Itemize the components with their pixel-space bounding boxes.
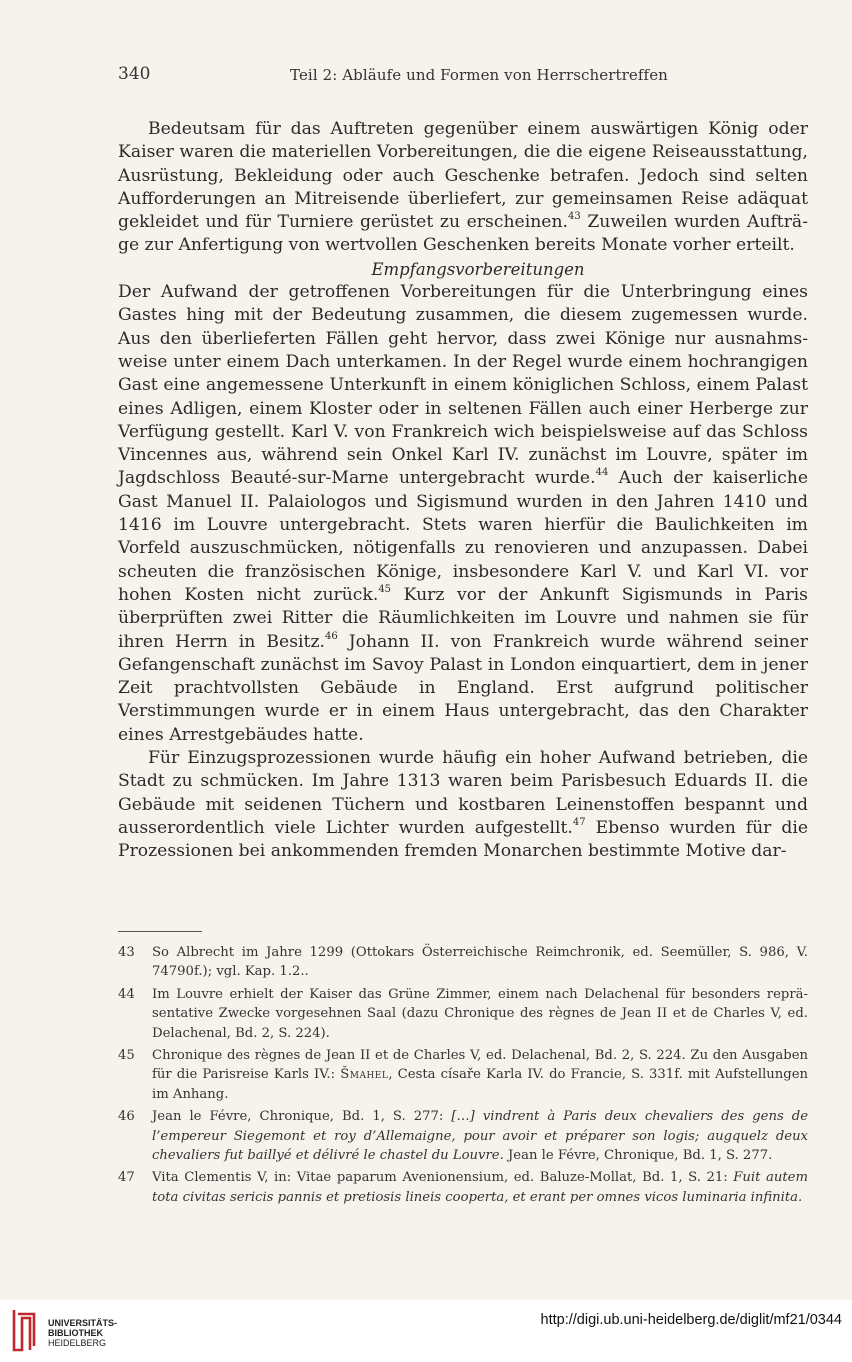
paragraph-text: Für Einzugsprozessionen wurde häufig ein hoher Aufwand betrieben, die Stadt zu schmücken. Im Jahre 1313 waren beim Parisbesuch Eduards II. die Gebäude mit seidenen Tüchern und kostbaren Leinenstoffen bespannt und ausserordentlich viele Lichter wurden aufgestellt. [118, 748, 808, 838]
paragraph-text: Johann II. von Frankreich wurde während seiner Gefangenschaft zunächst im Savoy Palast in London einquartiert, dem in jener Zeit prachtvollsten Gebäude in England. Erst aufgrund politischer Verstimmungen wurde er in einem Haus untergebracht, das den Charakter eines Arrestgebäudes hatte. [118, 631, 809, 745]
footnote-47 [118, 1168, 808, 1207]
paragraph-text: Der Aufwand der getroffenen Vorbereitungen für die Unterbringung eines Gastes hing mit der Bedeutung zusammen, die diesem zugemessen wurde. Aus den überlieferten Fällen geht hervor, dass zwei Könige nur ausnahmsweise unter einem Dach unterkamen. In der Regel wurde einem hochrangigen Gast eine angemessene Unterkunft in einem königlichen Schloss, einem Palast eines Adligen, einem Kloster oder in seltenen Fällen auch einer Herberge zur Verfügung gestellt. Karl V. von Frankreich wich beispielsweise auf das Schloss Vincennes aus, während sein Onkel Karl IV. zunächst im Louvre, später im Jagdschloss Beauté-sur-Marne untergebracht wurde. [118, 282, 808, 489]
library-logo[interactable] [8, 1306, 128, 1358]
digitization-footer [0, 1300, 852, 1362]
paragraph-text: Zuweilen wurden Aufträge zur Anfertigung von wertvollen Geschenken bereits Monate vorher erteilt. [118, 212, 808, 256]
footnote-ref-45: 45 [378, 583, 392, 595]
footnote-author: Šmahel [340, 1067, 389, 1083]
permalink-url[interactable]: http://digi.ub.uni-heidelberg.de/diglit/mf21/0344 [540, 1312, 842, 1328]
logo-line-1: UNIVERSITÄTS- [48, 1318, 118, 1328]
footnote-text: Chronique des règnes de Jean II et de Charles V, ed. Delachenal, Bd. 2, S. 224. Zu den Ausgaben für die Parisreise Karls IV.: [152, 1048, 808, 1083]
paragraph-text: Ebenso wurden für die Prozessionen bei ankommenden fremden Monarchen bestimmte Motive dar- [118, 817, 809, 862]
logo-line-3: HEIDELBERG [48, 1338, 107, 1348]
footnote-ref-44: 44 [595, 467, 609, 479]
footnote-text: Jean le Févre, Chronique, Bd. 1, S. 277: [152, 1109, 452, 1125]
paragraph-1 [118, 118, 808, 258]
paragraph-text: Kurz vor der Ankunft Sigismunds in Paris überprüften zwei Ritter die Räumlichkeiten im Louvre und nahmen sie für ihren Herrn in Besitz. [118, 584, 808, 652]
running-head: Teil 2: Abläufe und Formen von Herrschertreffen [290, 66, 668, 84]
footnote-46 [118, 1107, 808, 1165]
footnote-ref-43: 43 [567, 211, 581, 223]
footnote-text: Im Louvre erhielt der Kaiser das Grüne Zimmer, einem nach Delachenal für besonders repräsentative Zwecke vorgesehnen Saal (dazu Chronique des règnes de Jean II et de Charles V, ed. Delachenal, Bd. 2, S. 224). [152, 986, 808, 1041]
paragraph-2 [118, 281, 808, 747]
library-logo-text [48, 1318, 117, 1348]
page-header [118, 64, 808, 88]
paragraph-text: Bedeutsam für das Auftreten gegenüber einem auswärtigen König oder Kaiser waren die materiellen Vorbereitungen, die die eigene Reiseausstattung, Ausrüstung, Bekleidung oder auch Geschenke betrafen. Jedoch sind selten Aufforderungen an Mitreisende überliefert, zur gemeinsamen Reise adäquat gekleidet und für Turniere gerüstet zu erscheinen. [118, 119, 808, 233]
page-number: 340 [118, 64, 151, 84]
footnote-number: 43 [118, 945, 135, 960]
logo-line-2: BIBLIOTHEK [48, 1328, 103, 1338]
footnote-text: So Albrecht im Jahre 1299 (Ottokars Österreichische Reimchronik, ed. Seemüller, S. 986, V. 74790f.); vgl. Kap. 1.2.. [152, 945, 808, 980]
footnotes [118, 943, 808, 1210]
paragraph-3 [118, 747, 808, 863]
footnote-text: Vita Clementis V, in: Vitae paparum Avenionensium, ed. Baluze-Mollat, Bd. 1, S. 21: [152, 1170, 734, 1186]
footnote-number: 47 [118, 1170, 135, 1186]
footnote-text: , Cesta císaře Karla IV. do Francie, S. 331f. mit Aufstellungen im Anhang. [152, 1067, 809, 1102]
paragraph-text: Auch der kaiserliche Gast Manuel II. Palaiologos und Sigismund wurden in den Jahren 1410 und 1416 im Louvre untergebracht. Stets waren hierfür die Baulichkeiten im Vorfeld auszuschmücken, nötigenfalls zu renovieren und anzupassen. Dabei scheuten die französischen Könige, insbesondere Karl V. und Karl VI. vor hohen Kosten nicht zurück. [118, 468, 808, 605]
footnote-ref-46: 46 [324, 630, 338, 642]
footnote-text: Jean le Févre, Chronique, Bd. 1, S. 277. [503, 1148, 773, 1164]
footnote-quote: […] vindrent à Paris deux chevaliers des gens de l’empereur Siegemont et roy d’Allemaigne, pour avoir et préparer son logis; augquelz deux chevaliers fut baillyé et délivré le chastel du Louvre. [152, 1109, 809, 1164]
footnote-number: 46 [118, 1109, 135, 1125]
footnote-44 [118, 985, 808, 1043]
footnote-number: 45 [118, 1048, 135, 1064]
footnote-divider [118, 931, 202, 932]
section-title: Empfangsvorbereitungen [371, 259, 585, 279]
footnote-quote: Fuit autem tota civitas sericis pannis et pretiosis lineis cooperta, et erant per omnes vicos luminaria infinita. [152, 1170, 808, 1205]
footnote-43 [118, 943, 808, 982]
footnote-ref-47: 47 [572, 816, 586, 828]
footnote-number: 44 [118, 986, 135, 1002]
library-logo-icon [8, 1306, 40, 1354]
body-text [118, 118, 808, 864]
footnote-45 [118, 1046, 808, 1104]
